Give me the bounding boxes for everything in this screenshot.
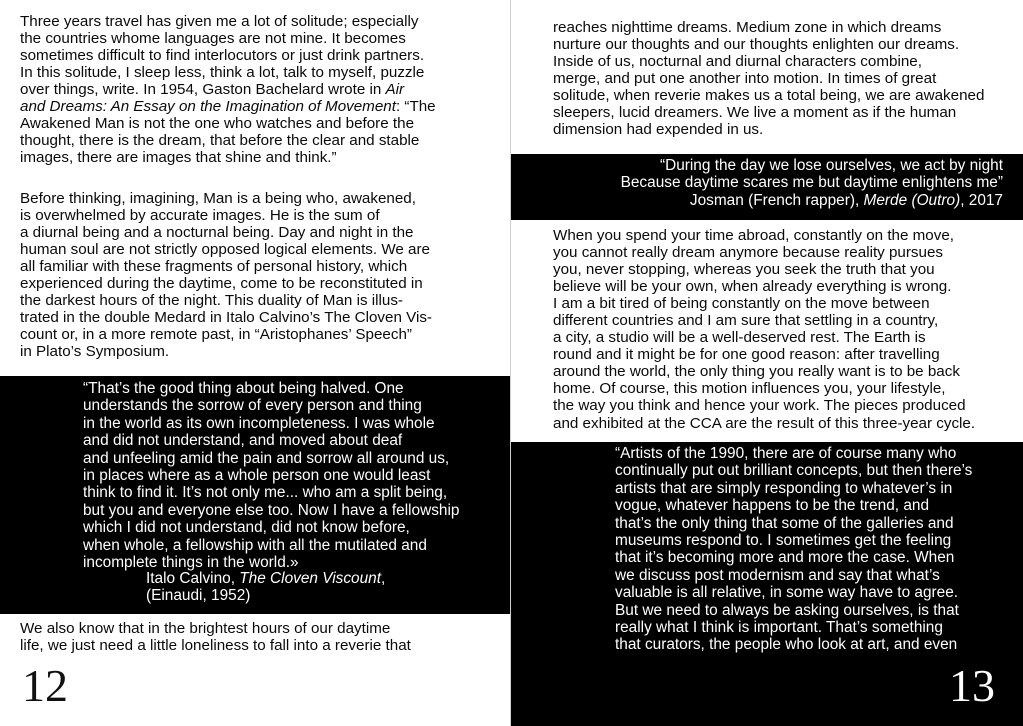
text-line: around the world, the only thing you really want is to be back (553, 363, 960, 381)
text-line: reaches nighttime dreams. Medium zone in which dreams (553, 19, 942, 36)
text-line: human soul are not strictly opposed logical elements. We are (20, 241, 430, 259)
attribution-title: Merde (Outro) (863, 191, 961, 209)
artists-quote (615, 445, 972, 654)
text-line: the darkest hours of the night. This duality of Man is illus- (20, 292, 403, 310)
quote-line: and did not understand, and moved about deaf (83, 432, 403, 450)
text-line: is overwhelmed by accurate images. He is the sum of (20, 207, 380, 225)
quote-line: valuable is all relative, in some way have to agree. (615, 584, 959, 602)
quote-line: “During the day we lose ourselves, we act by night (659, 157, 1003, 174)
attribution-punct: , (380, 570, 386, 587)
quote-line: think to find it. It’s not only me... who am a split being, (83, 484, 448, 502)
left-quote-band (0, 376, 511, 614)
attribution-line (621, 192, 1003, 209)
text-line: different countries and I am sure that settling in a country, (553, 312, 939, 330)
text-line: solitude, when reverie makes us a total being, we are awakened (553, 87, 985, 105)
quote-line: museums respond to. I sometimes get the feeling (615, 532, 952, 550)
quote-line: artists that are simply responding to whatever’s in (615, 479, 953, 497)
quote-line: which I did not understand, did not know before, (83, 519, 410, 537)
quote-line: But we need to always be asking ourselves, is that (615, 601, 959, 619)
right-quote-band-2 (511, 442, 1023, 726)
quote-line: “Artists of the 1990, there are of course many who (615, 445, 957, 462)
josman-quote (621, 157, 1003, 209)
attribution-author: Josman (French rapper), (689, 191, 864, 209)
text-line: nurture our thoughts and our thoughts enlighten our dreams. (553, 36, 960, 54)
quote-line: but you and everyone else too. Now I have a fellowship (83, 501, 460, 519)
text-line: merge, and put one another into motion. In times of great (553, 70, 937, 88)
text-line: all familiar with these fragments of personal history, which (20, 258, 408, 276)
text-run: over things, write. In 1954, Gaston Bachelard wrote in (20, 81, 386, 99)
calvino-attribution (146, 570, 385, 605)
text-line: you cannot really dream anymore because reality pursues (553, 244, 944, 262)
text-line: images, there are images that shine and think.” (20, 149, 337, 167)
attribution-author: Italo Calvino, (146, 570, 240, 587)
attribution-publisher: (Einaudi, 1952) (146, 587, 251, 605)
quote-line: in the world as its own incompleteness. I was whole (83, 414, 435, 432)
page-number-left: 12 (22, 660, 68, 711)
quote-line: Because daytime scares me but daytime enlightens me” (620, 174, 1003, 192)
book-title: and Dreams: An Essay on the Imagination of Movement (20, 98, 396, 116)
left-paragraph-2 (20, 190, 432, 360)
text-line: We also know that in the brightest hours of our daytime (20, 620, 391, 637)
text-line (20, 81, 436, 98)
text-line: home. Of course, this motion influences you, your lifestyle, (553, 380, 946, 398)
quote-line: we discuss post modernism and say that what’s (615, 566, 940, 584)
left-page (0, 0, 511, 726)
text-line: the way you think and hence your work. The pieces produced (553, 397, 966, 415)
text-line: Three years travel has given me a lot of solitude; especially (20, 13, 419, 30)
quote-line: in places where as a whole person one would least (83, 467, 431, 485)
page-number-right: 13 (949, 660, 995, 711)
text-line (20, 98, 436, 115)
quote-line: continually put out brilliant concepts, but then there’s (615, 462, 973, 480)
quote-line: that curators, the people who look at art, and even (615, 636, 958, 654)
quote-line: really what I think is important. That’s something (615, 619, 943, 637)
text-line: sometimes difficult to find interlocutors or just drink partners. (20, 47, 425, 65)
left-paragraph-1 (20, 13, 436, 166)
text-line: I am a bit tired of being constantly on the move between (553, 295, 930, 313)
text-line: When you spend your time abroad, constantly on the move, (553, 227, 955, 244)
text-line: count or, in a more remote past, in “Aristophanes’ Speech” (20, 326, 412, 344)
text-line: the countries whome languages are not mine. It becomes (20, 30, 406, 48)
quote-line: incomplete things in the world.» (83, 554, 299, 572)
quote-line: that’s the only thing that some of the galleries and (615, 514, 954, 532)
text-line: trated in the double Medard in Italo Calvino’s The Cloven Vis- (20, 309, 432, 327)
text-line: In this solitude, I sleep less, think a lot, talk to myself, puzzle (20, 64, 425, 82)
text-line: you, never stopping, whereas you seek the truth that you (553, 261, 935, 279)
text-line: a diurnal being and a nocturnal being. Day and night in the (20, 224, 414, 242)
left-paragraph-3 (20, 620, 411, 654)
quote-line: when whole, a fellowship with all the mutilated and (83, 536, 427, 554)
text-line: and exhibited at the CCA are the result of this three-year cycle. (553, 414, 976, 432)
right-page (511, 0, 1023, 726)
text-line: life, we just need a little loneliness to fall into a reverie that (20, 637, 411, 655)
attribution-line (146, 570, 385, 587)
right-quote-band-1 (511, 154, 1023, 220)
quote-line: “That’s the good thing about being halved. One (83, 380, 404, 397)
right-paragraph-2 (553, 227, 975, 432)
text-line: Before thinking, imagining, Man is a being who, awakened, (20, 190, 416, 207)
text-line: dimension had expended in us. (553, 121, 764, 139)
book-title: Air (385, 81, 405, 99)
text-line: thought, there is the dream, that before the clear and stable (20, 132, 420, 150)
attribution-year: , 2017 (960, 191, 1003, 209)
page-fold-divider (510, 0, 511, 726)
text-line: in Plato’s Symposium. (20, 343, 170, 361)
attribution-title: The Cloven Viscount (239, 570, 381, 587)
quote-line: that it’s becoming more and more the case. When (615, 549, 955, 567)
text-line: Inside of us, nocturnal and diurnal characters combine, (553, 53, 922, 71)
text-line: sleepers, lucid dreamers. We live a moment as if the human (553, 104, 957, 122)
quote-line: vogue, whatever happens to be the trend, and (615, 497, 930, 515)
calvino-quote (83, 380, 459, 571)
text-line: experienced during the daytime, come to be reconstituted in (20, 275, 423, 293)
right-paragraph-1 (553, 19, 984, 138)
quote-line: understands the sorrow of every person and thing (83, 397, 422, 415)
text-line: Awakened Man is not the one who watches and before the (20, 115, 415, 133)
text-run: : “The (395, 98, 436, 116)
text-line: round and it might be for one good reason: after travelling (553, 346, 940, 364)
text-line: believe will be your own, when already everything is wrong. (553, 278, 952, 296)
quote-line: and unfeeling amid the pain and sorrow all around us, (83, 449, 450, 467)
text-line: a city, a studio will be a well-deserved rest. The Earth is (553, 329, 926, 347)
